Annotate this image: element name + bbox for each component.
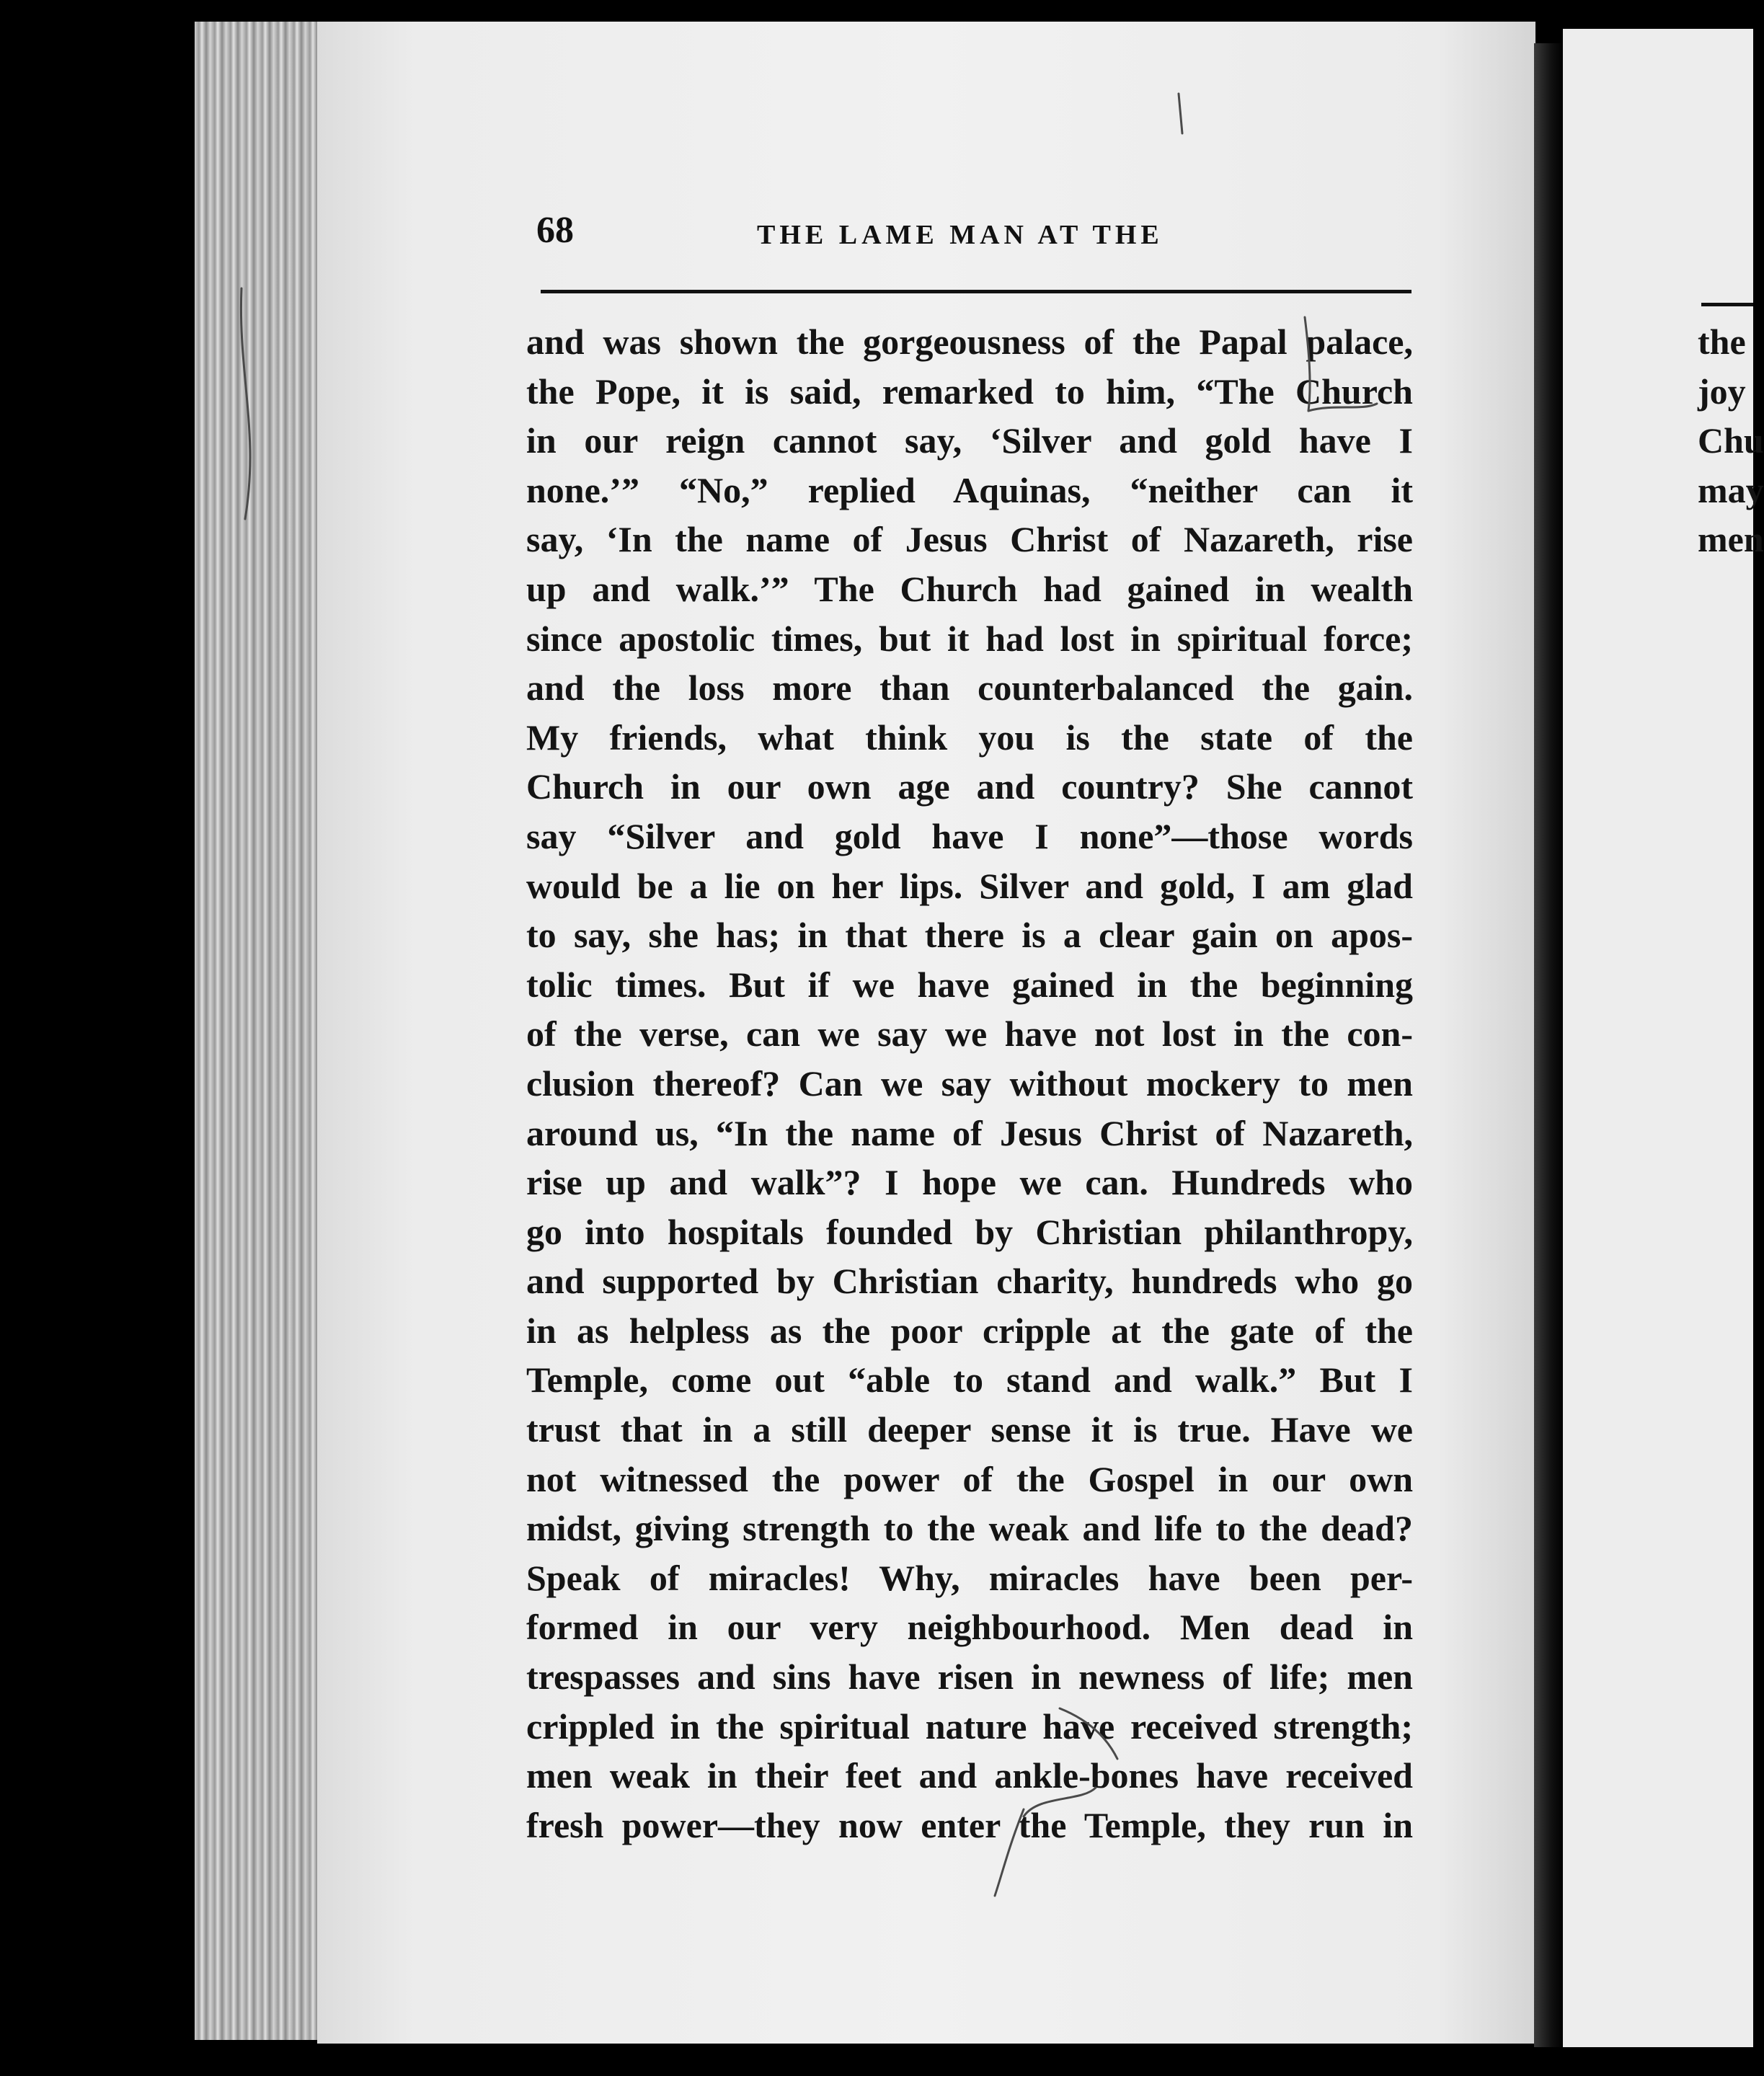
text-line: fresh power—they now enter the Temple, they run in xyxy=(526,1804,1413,1845)
text-line: up and walk.’” The Church had gained in wealth xyxy=(526,568,1413,609)
text-line: My friends, what think you is the state of the xyxy=(526,717,1413,758)
text-line: since apostolic times, but it had lost in spiritual force; xyxy=(526,618,1413,659)
text-line: of the verse, can we say we have not lost in the con- xyxy=(526,1013,1413,1055)
next-page-line: may xyxy=(1698,469,1764,510)
text-line: go into hospitals founded by Christian philanthropy, xyxy=(526,1211,1413,1252)
page-header xyxy=(533,209,1413,274)
text-line: men weak in their feet and ankle-bones have received xyxy=(526,1755,1413,1796)
text-line: around us, “In the name of Jesus Christ of Nazareth, xyxy=(526,1112,1413,1153)
text-line: formed in our very neighbourhood. Men dead in xyxy=(526,1607,1413,1648)
page-number: 68 xyxy=(536,210,574,251)
header-rule xyxy=(541,290,1411,293)
text-line: rise up and walk”? I hope we can. Hundreds who xyxy=(526,1162,1413,1203)
text-line: to say, she has; in that there is a clear gain on apos- xyxy=(526,915,1413,956)
next-page-text xyxy=(1698,317,1764,564)
text-line: and supported by Christian charity, hundreds who go xyxy=(526,1261,1413,1302)
text-line: Speak of miracles! Why, miracles have been per- xyxy=(526,1557,1413,1598)
text-line: Temple, come out “able to stand and walk.” But I xyxy=(526,1359,1413,1401)
text-line: crippled in the spiritual nature have received strength; xyxy=(526,1705,1413,1747)
text-line: and was shown the gorgeousness of the Papal palace, xyxy=(526,321,1413,362)
running-title: THE LAME MAN AT THE xyxy=(757,220,1164,250)
page-edge-stack xyxy=(195,22,324,2040)
next-page-line: the xyxy=(1698,321,1746,362)
body-text xyxy=(526,317,1413,1850)
text-line: trespasses and sins have risen in newness of life; men xyxy=(526,1656,1413,1698)
text-line: none.’” “No,” replied Aquinas, “neither can it xyxy=(526,469,1413,510)
text-line: in as helpless as the poor cripple at the gate of the xyxy=(526,1310,1413,1351)
next-page-line: men xyxy=(1698,519,1764,560)
text-line: say, ‘In the name of Jesus Christ of Nazareth, rise xyxy=(526,519,1413,560)
text-line: clusion thereof? Can we say without mockery to men xyxy=(526,1063,1413,1104)
text-line: not witnessed the power of the Gospel in our own xyxy=(526,1458,1413,1499)
next-page-header-rule xyxy=(1701,303,1753,306)
next-page-line: Chu xyxy=(1698,420,1764,461)
text-line: and the loss more than counterbalanced the gain. xyxy=(526,667,1413,709)
text-line: say “Silver and gold have I none”—those words xyxy=(526,815,1413,856)
text-line: would be a lie on her lips. Silver and gold, I am glad xyxy=(526,865,1413,906)
text-line: trust that in a still deeper sense it is true. Have we xyxy=(526,1409,1413,1450)
text-line: the Pope, it is said, remarked to him, “The Church xyxy=(526,371,1413,412)
book-gutter xyxy=(1534,43,1563,2047)
text-line: midst, giving strength to the weak and life to the dead? xyxy=(526,1508,1413,1549)
text-line: tolic times. But if we have gained in the beginning xyxy=(526,964,1413,1005)
text-line: Church in our own age and country? She cannot xyxy=(526,766,1413,807)
next-page-line: joy xyxy=(1698,371,1746,412)
text-line: in our reign cannot say, ‘Silver and gold have I xyxy=(526,420,1413,461)
